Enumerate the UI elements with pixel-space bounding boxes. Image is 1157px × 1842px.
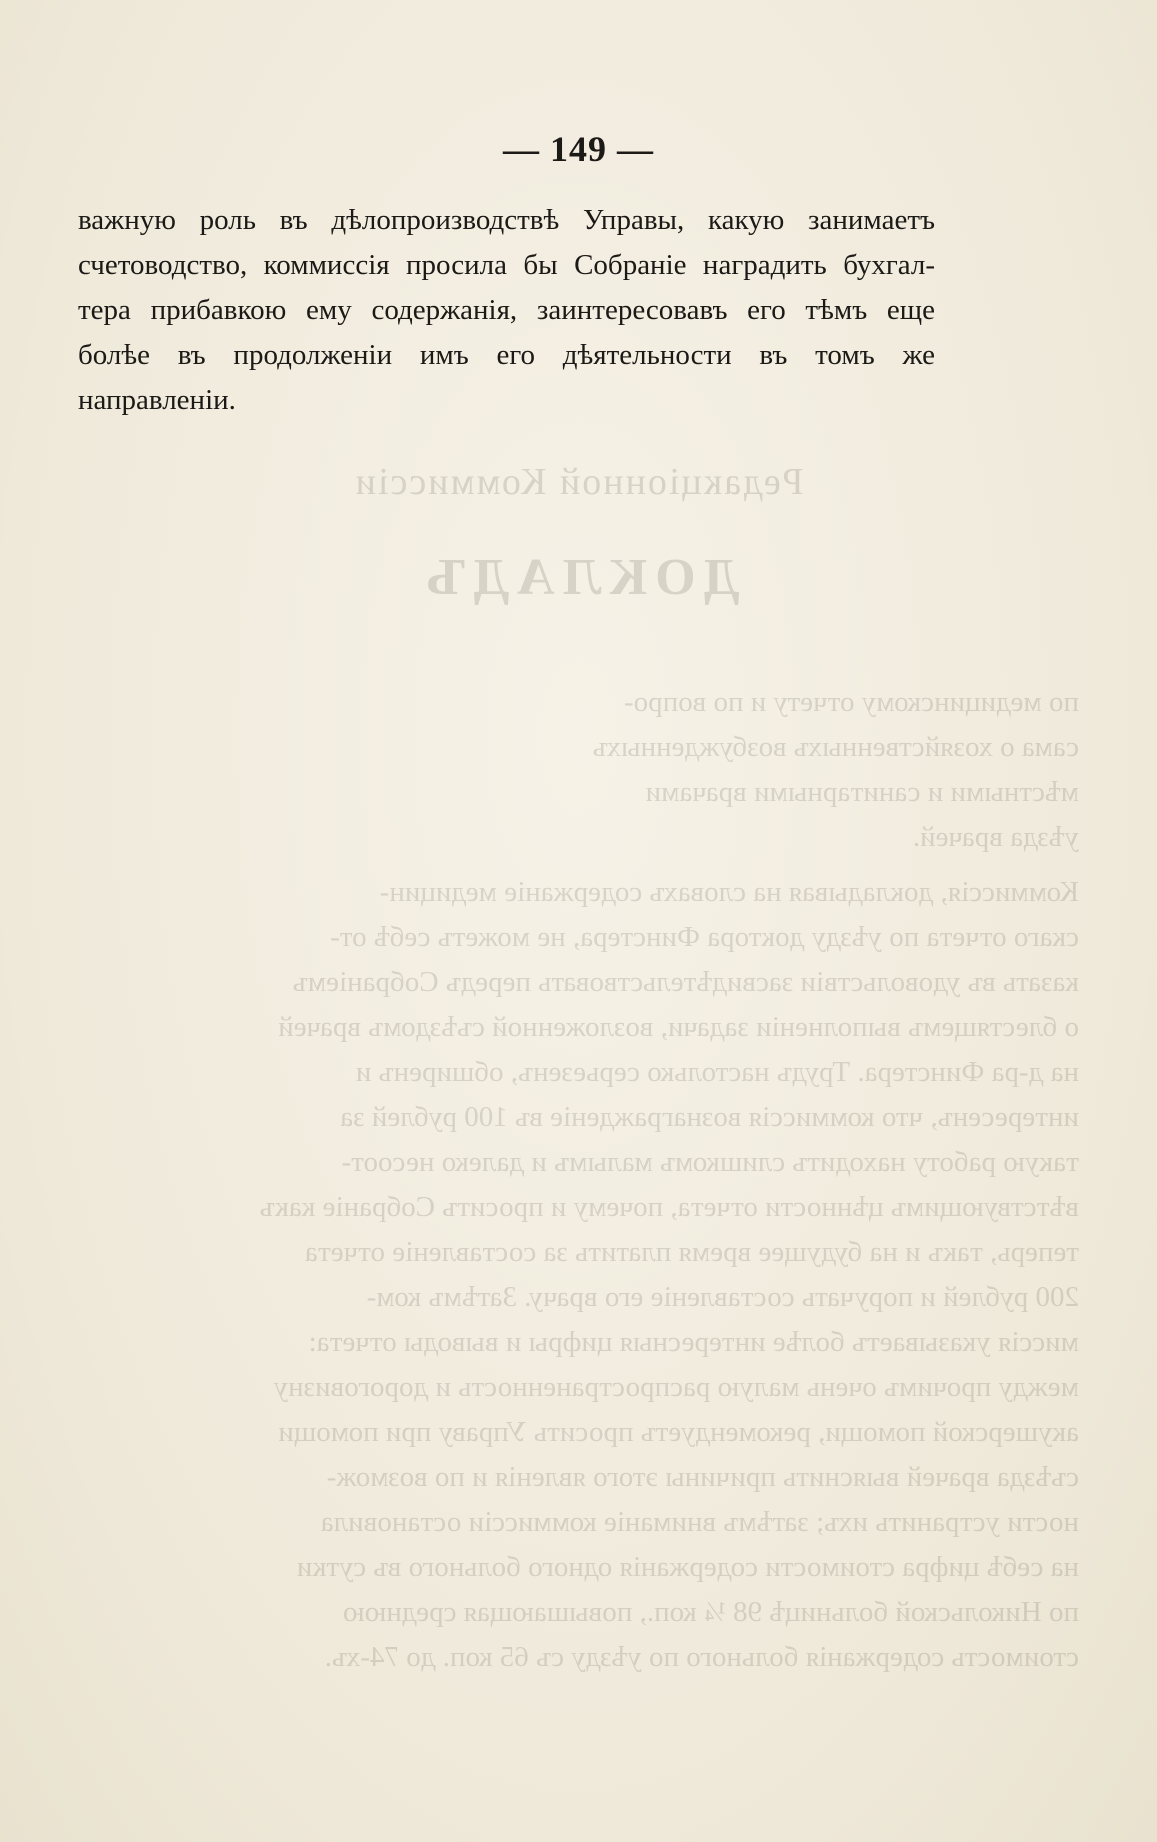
body-paragraph	[78, 198, 935, 423]
text-line: важную роль въ дѣлопроизводствѣ Управы, какую занимаетъ	[78, 204, 935, 236]
bleed-title: Редакціонной Коммиссіи	[353, 461, 804, 503]
text-line: счетоводство, коммиссія просила бы Собраніе наградить бухгал-	[78, 249, 935, 281]
text-line: тера прибавкою ему содержанія, заинтересовавъ его тѣмъ еще	[78, 294, 935, 326]
bleed-body: Коммиссія, докладывая на словахъ содержаніе медицин- скаго отчета по уѣзду доктора Финстера, не можетъ себѣ от- казать въ удовольствіи засвидѣтельствовать передъ Собраніемъ о блестящемъ выполненіи задачи, возложенной съѣздомъ врачей на д-ра Финстера. Трудъ настолько серьезенъ, обширенъ и интересенъ, что коммиссія вознагражденіе въ 100 рублей за такую работу находитъ слишкомъ малымъ и далеко несоот- вѣтствующимъ цѣнности отчета, почему и проситъ Собраніе какъ теперь, такъ и на будущее время платить за составленіе отчета 200 рублей и поручать составленіе его врачу. Затѣмъ ком- миссія указываетъ болѣе интересныя цифры и выводы отчета: между прочимъ очень малую распространенность и дороговизну акушерской помощи, рекомендуетъ просить Управу при помощи съѣзда врачей выяснить причины этого явленія и по возмож- ности устранить ихъ; затѣмъ вниманіе коммиссіи остановила на себѣ цифра стоимости содержанія одного больного въ сутки по Никольской больницѣ 98 ¼ коп., повышающая среднюю стоимость содержанія больного по уѣзду съ 65 коп. до 74-хъ.	[259, 876, 1079, 1673]
bleed-heading: ДОКЛАДЪ	[417, 549, 740, 606]
page-number: — 149 —	[503, 129, 654, 169]
bleed-paragraph: по медицинскому отчету и по вопро- сама о хозяйственныхъ возбужденныхъ мѣстными и санитарными врачами уѣзда врачей.	[592, 686, 1079, 853]
text-line: направленіи.	[78, 384, 236, 416]
text-line: болѣе въ продолженіи имъ его дѣятельности въ томъ же	[78, 339, 935, 371]
